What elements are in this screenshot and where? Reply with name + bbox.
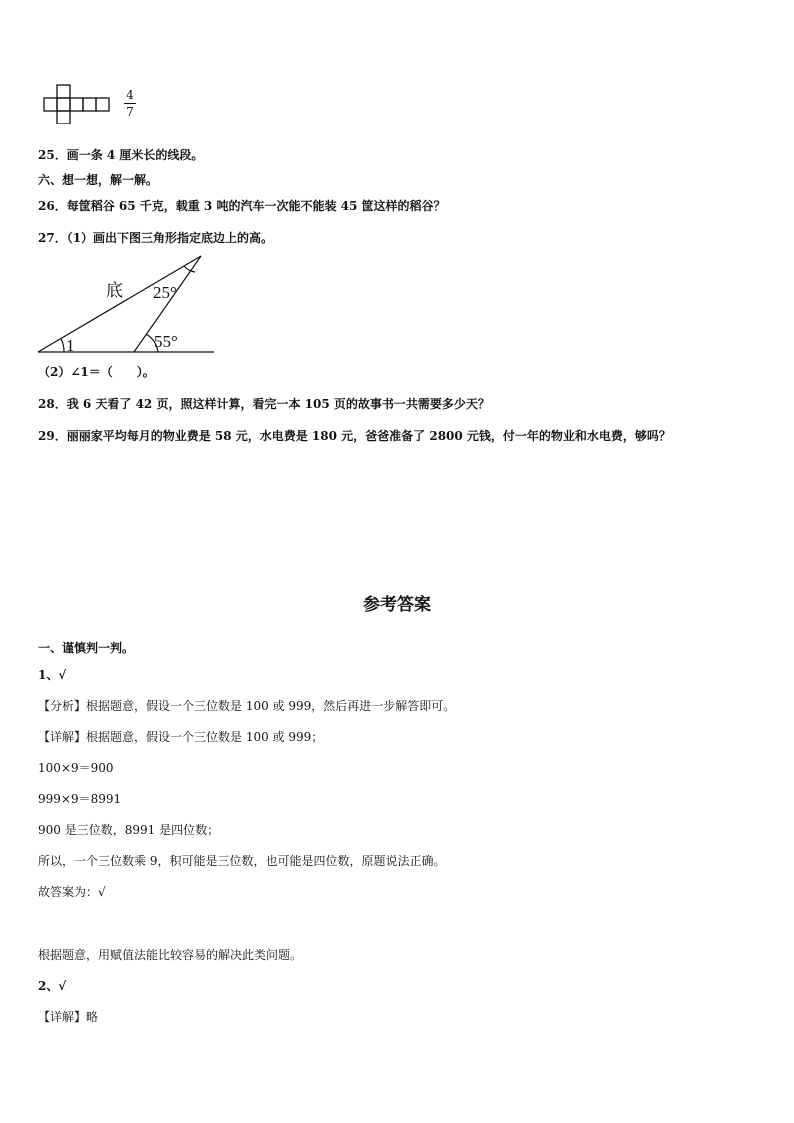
fraction-denominator: 7 <box>126 105 134 119</box>
triangle-figure <box>36 252 226 362</box>
question-25: 25．画一条 4 厘米长的线段。 <box>38 148 204 162</box>
question-26: 26．每筐稻谷 65 千克，载重 3 吨的汽车一次能不能装 45 筐这样的稻谷？ <box>38 199 446 213</box>
question-27-part1: 27．（1）画出下图三角形指定底边上的高。 <box>38 231 274 245</box>
answer-1-line-3: 900 是三位数，8991 是四位数； <box>38 823 220 837</box>
fraction-bar <box>124 103 136 104</box>
answers-title: 参考答案 <box>363 595 431 615</box>
triangle-angle-right-label: 55° <box>154 332 178 351</box>
answer-1: 1、√ <box>38 668 67 682</box>
answers-section-1-heading: 一、谨慎判一判。 <box>38 641 135 655</box>
answer-1-note: 根据题意，用赋值法能比较容易的解决此类问题。 <box>38 948 303 962</box>
fraction-numerator: 4 <box>126 88 134 102</box>
answer-1-detail: 【详解】根据题意，假设一个三位数是 100 或 999； <box>38 730 324 744</box>
question-27-part2: （2）∠1＝（ ）。 <box>38 365 155 379</box>
triangle-base-label: 底 <box>106 281 123 300</box>
fraction-4-7 <box>124 88 136 119</box>
question-28: 28．我 6 天看了 42 页，照这样计算，看完一本 105 页的故事书一共需要多少天？ <box>38 397 490 411</box>
answer-1-conclusion: 故答案为：√ <box>38 885 106 899</box>
answer-1-equation-2: 999×9＝8991 <box>38 792 122 806</box>
triangle-angle-1-label: 1 <box>66 336 75 355</box>
triangle-angle-top-label: 25° <box>153 283 177 302</box>
cube-net-figure <box>40 84 130 124</box>
answer-2-detail: 【详解】略 <box>38 1010 99 1024</box>
answer-1-equation-1: 100×9＝900 <box>38 761 114 775</box>
question-29: 29．丽丽家平均每月的物业费是 58 元，水电费是 180 元，爸爸准备了 2800 元钱，付一年的物业和水电费，够吗？ <box>38 429 671 443</box>
answer-1-line-4: 所以，一个三位数乘 9，积可能是三位数，也可能是四位数，原题说法正确。 <box>38 854 446 868</box>
answer-1-analysis: 【分析】根据题意，假设一个三位数是 100 或 999，然后再进一步解答即可。 <box>38 699 456 713</box>
section-6-heading: 六、想一想，解一解。 <box>38 173 159 187</box>
answer-2: 2、√ <box>38 979 67 993</box>
